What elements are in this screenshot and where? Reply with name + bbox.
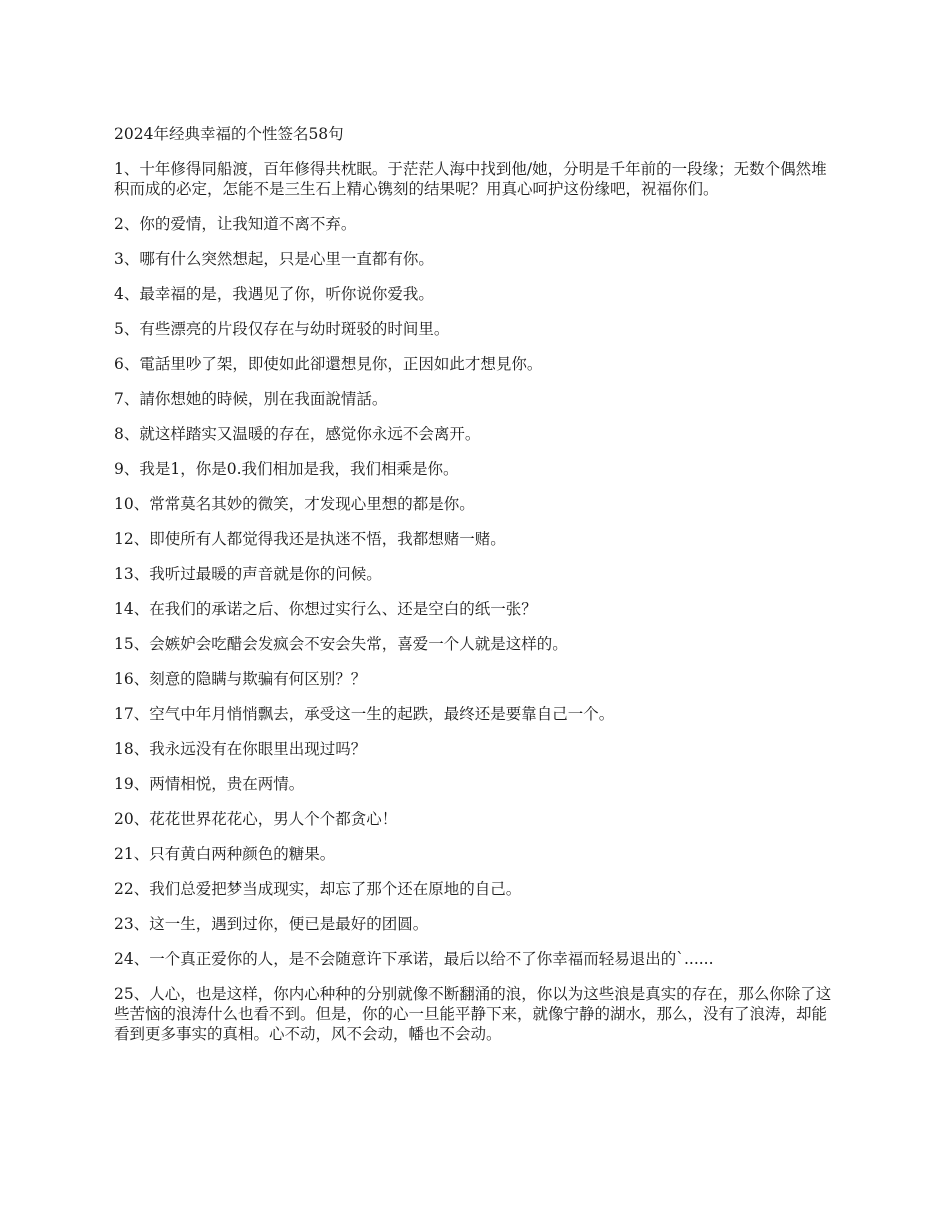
quote-item: 10、常常莫名其妙的微笑，才发现心里想的都是你。 (114, 495, 475, 513)
quote-list (114, 159, 842, 1044)
quote-item: 23、这一生，遇到过你，便已是最好的团圆。 (114, 915, 429, 933)
quote-item: 13、我听过最暖的声音就是你的问候。 (114, 565, 382, 583)
quote-item: 18、我永远没有在你眼里出现过吗？ (114, 740, 367, 758)
quote-item: 3、哪有什么突然想起，只是心里一直都有你。 (114, 250, 434, 268)
quote-item: 7、請你想她的時候，別在我面說情話。 (114, 390, 388, 408)
quote-item: 12、即使所有人都觉得我还是执迷不悟，我都想赌一赌。 (114, 530, 506, 548)
quote-item: 24、一个真正爱你的人，是不会随意许下承诺，最后以给不了你幸福而轻易退出的`...... (114, 950, 714, 968)
quote-item: 25、人心，也是这样，你内心种种的分别就像不断翻涌的浪，你以为这些浪是真实的存在，那么你除了这些苦恼的浪涛什么也看不到。但是，你的心一旦能平静下来，就像宁静的湖水，那么，没有了浪涛，却能看到更多事实的真相。心不动，风不会动，幡也不会动。 (114, 985, 832, 1043)
quote-item: 16、刻意的隐瞒与欺骗有何区别？？ (114, 670, 367, 688)
quote-item: 19、两情相悦，贵在两情。 (114, 775, 305, 793)
quote-item: 1、十年修得同船渡，百年修得共枕眠。于茫茫人海中找到他/她，分明是千年前的一段缘；无数个偶然堆积而成的必定，怎能不是三生石上精心镌刻的结果呢？用真心呵护这份缘吧，祝福你们。 (114, 160, 827, 198)
quote-item: 20、花花世界花花心，男人个个都贪心！ (114, 810, 398, 828)
quote-item: 21、只有黄白两种颜色的糖果。 (114, 845, 336, 863)
quote-item: 4、最幸福的是，我遇见了你，听你说你爱我。 (114, 285, 434, 303)
document-content (114, 124, 842, 1059)
quote-item: 9、我是1，你是0.我们相加是我，我们相乘是你。 (114, 460, 459, 478)
quote-item: 15、会嫉妒会吃醋会发疯会不安会失常，喜爱一个人就是这样的。 (114, 635, 568, 653)
quote-item: 22、我们总爱把梦当成现实，却忘了那个还在原地的自己。 (114, 880, 522, 898)
document-title: 2024年经典幸福的个性签名58句 (114, 125, 344, 143)
quote-item: 2、你的爱情，让我知道不离不弃。 (114, 215, 357, 233)
quote-item: 14、在我们的承诺之后、你想过实行么、还是空白的纸一张？ (114, 600, 537, 618)
quote-item: 17、空气中年月悄悄飘去，承受这一生的起跌，最终还是要靠自己一个。 (114, 705, 615, 723)
quote-item: 6、電話里吵了架，即使如此卻還想見你，正因如此才想見你。 (114, 355, 543, 373)
quote-item: 5、有些漂亮的片段仅存在与幼时斑驳的时间里。 (114, 320, 450, 338)
quote-item: 8、就这样踏实又温暖的存在，感觉你永远不会离开。 (114, 425, 481, 443)
